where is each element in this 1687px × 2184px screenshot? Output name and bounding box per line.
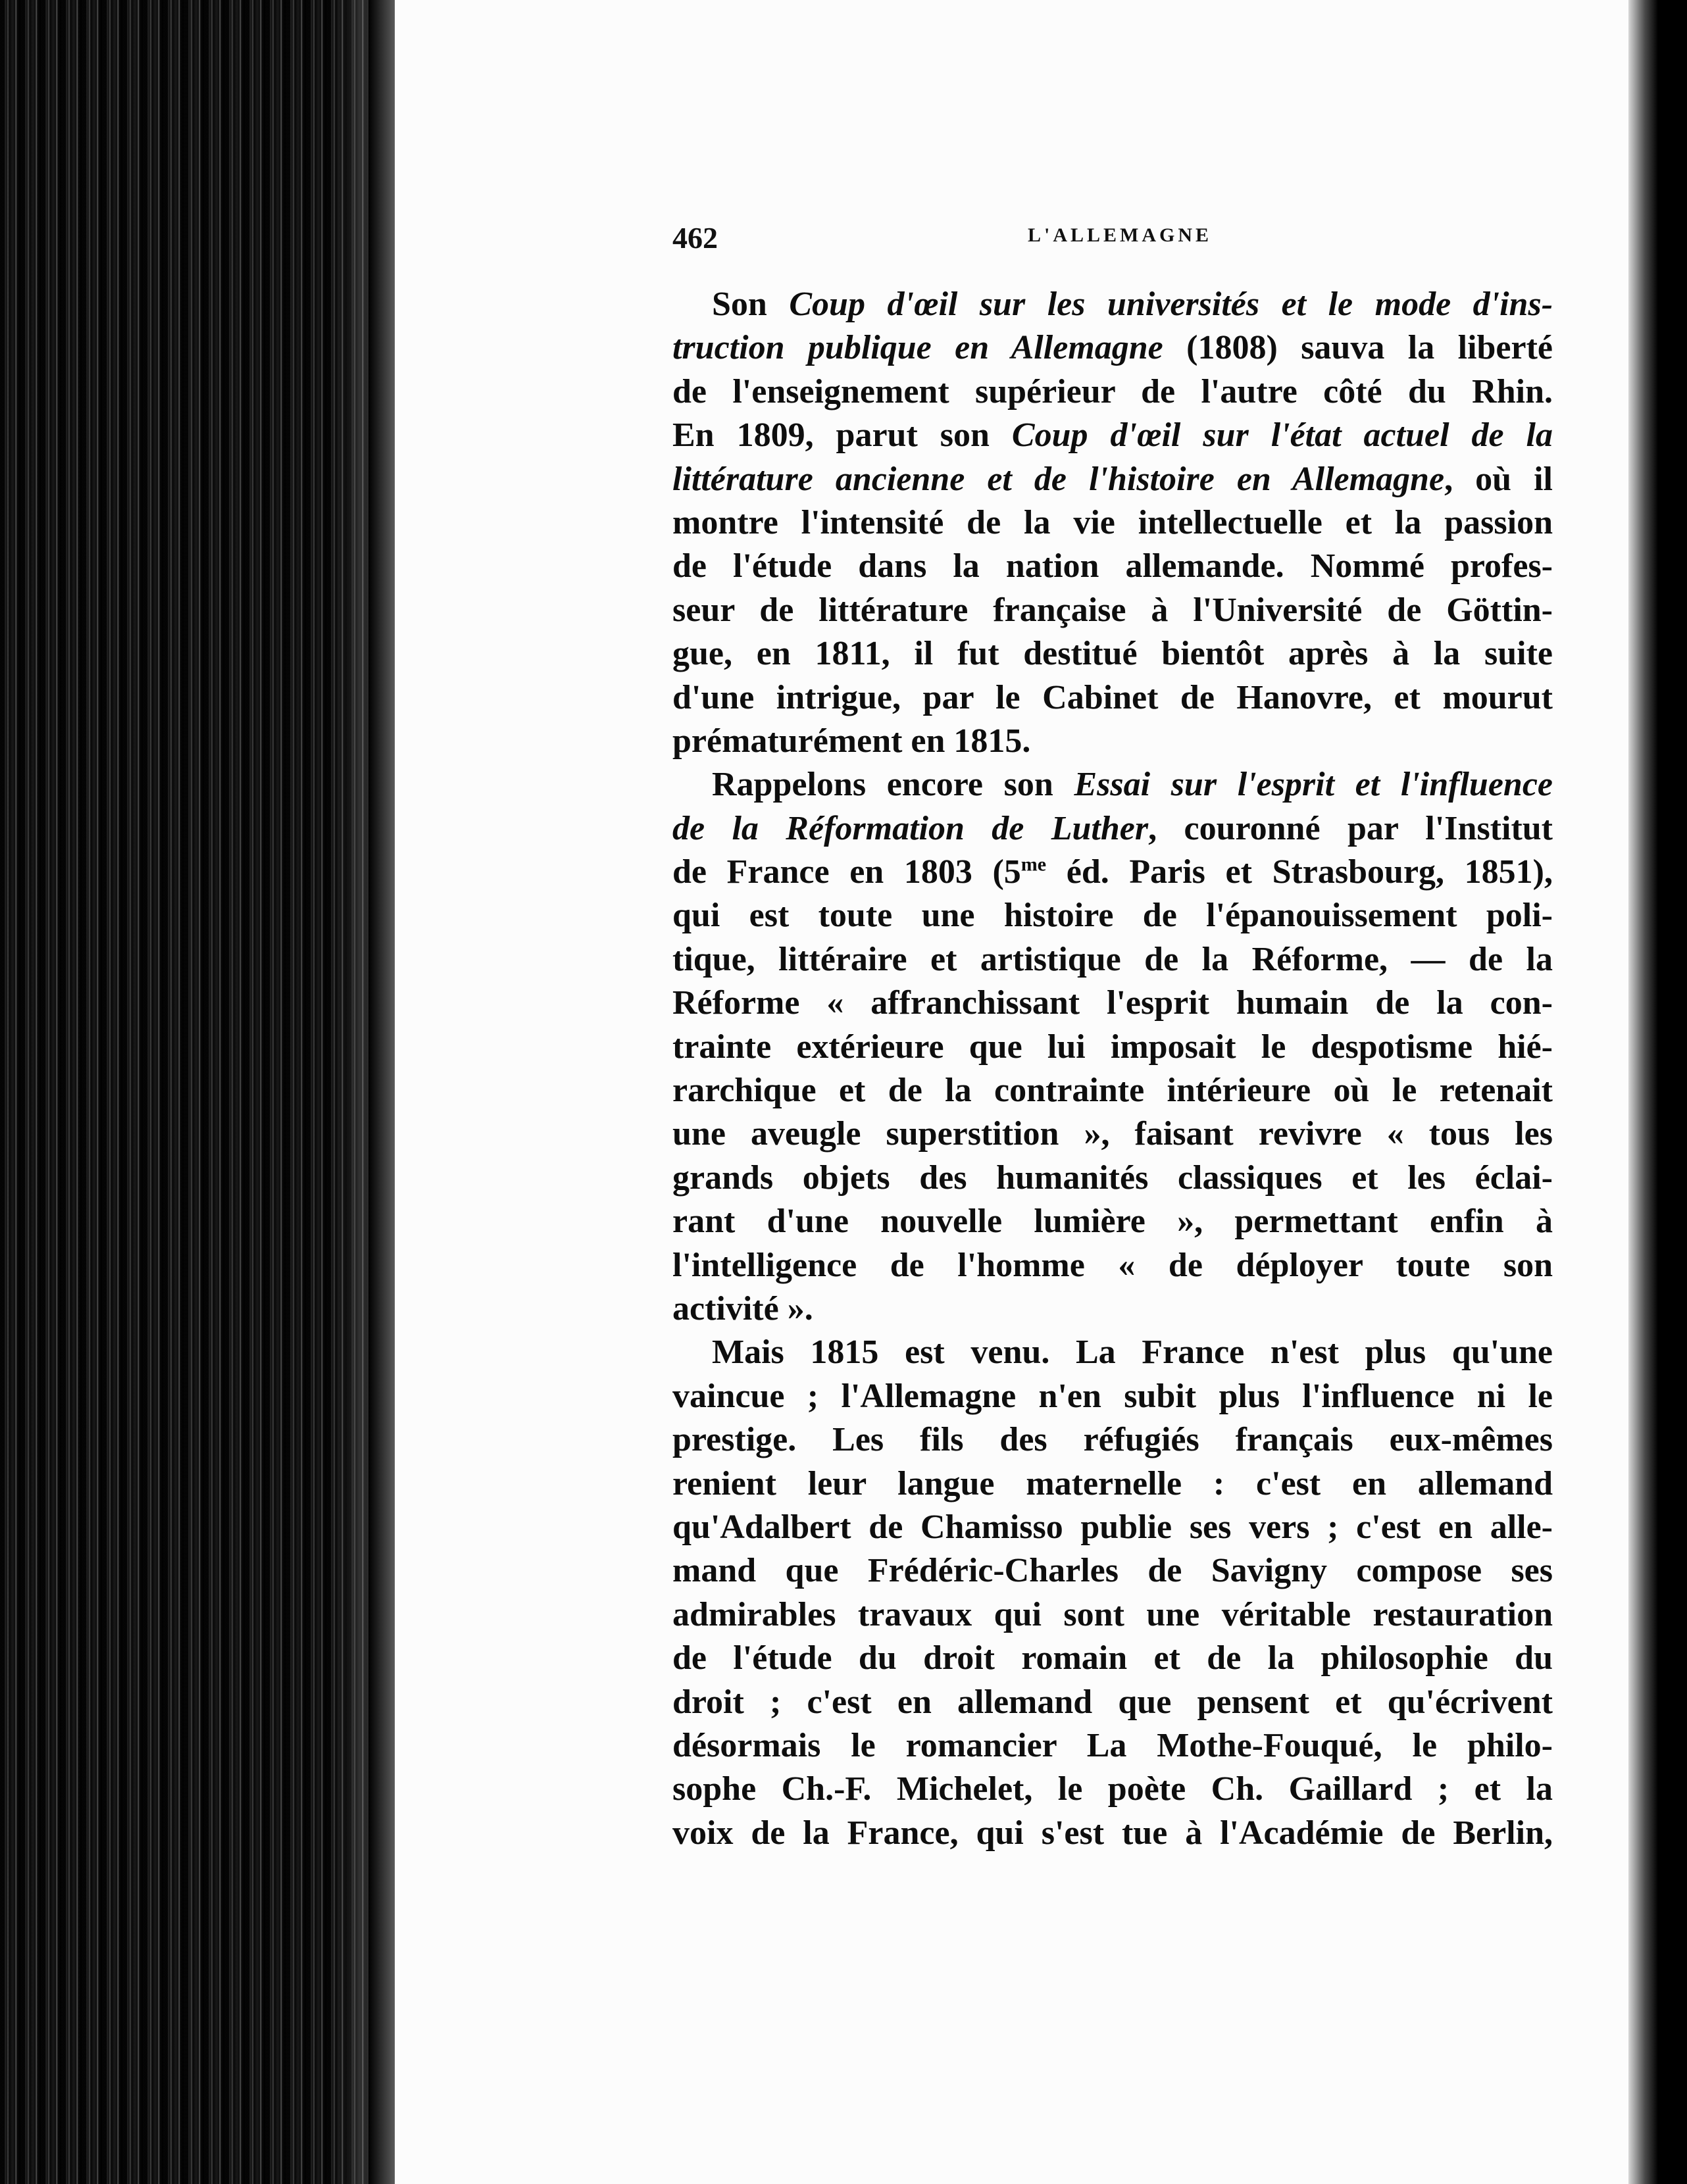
text-line: d'une intrigue, par le Cabinet de Hanovre, et mourut xyxy=(672,678,1553,716)
text-line: truction publique en Allemagne (1808) sauva la liberté xyxy=(672,329,1553,367)
text-line: de l'étude dans la nation allemande. Nommé profes- xyxy=(672,547,1553,585)
text-line: voix de la France, qui s'est tue à l'Académie de Berlin, xyxy=(672,1814,1553,1852)
text-line: de l'étude du droit romain et de la philosophie du xyxy=(672,1639,1553,1677)
page-number: 462 xyxy=(672,221,718,255)
text-line: de l'enseignement supérieur de l'autre côté du Rhin. xyxy=(672,372,1553,410)
text-line: rant d'une nouvelle lumière », permettant enfin à xyxy=(672,1203,1553,1241)
body-text xyxy=(672,283,1553,1855)
text-line: seur de littérature française à l'Université de Göttin- xyxy=(672,591,1553,629)
scan-right-edge xyxy=(1628,0,1687,2184)
book-page-edges xyxy=(0,0,395,2184)
text-line: renient leur langue maternelle : c'est en allemand xyxy=(672,1464,1553,1502)
text-line: prématurément en 1815. xyxy=(672,722,1031,760)
text-line: littérature ancienne et de l'histoire en Allemagne, où il xyxy=(672,460,1553,498)
text-line: Mais 1815 est venu. La France n'est plus qu'une xyxy=(712,1333,1553,1372)
running-title: L'ALLEMAGNE xyxy=(1028,224,1213,246)
text-line: vaincue ; l'Allemagne n'en subit plus l'influence ni le xyxy=(672,1377,1553,1415)
text-line: une aveugle superstition », faisant revivre « tous les xyxy=(672,1115,1553,1153)
text-line: mand que Frédéric-Charles de Savigny compose ses xyxy=(672,1552,1553,1590)
text-line: de France en 1803 ($5^{me}$ éd. Paris et Strasbourg, 1851), xyxy=(672,853,1553,891)
text-line: désormais le romancier La Mothe-Fouqué, le philo- xyxy=(672,1726,1553,1764)
text-line: grands objets des humanités classiques et les éclai- xyxy=(672,1158,1553,1197)
text-line: prestige. Les fils des réfugiés français eux-mêmes xyxy=(672,1421,1553,1459)
text-line: l'intelligence de l'homme « de déployer toute son xyxy=(672,1246,1553,1284)
text-line: gue, en 1811, il fut destitué bientôt après à la suite xyxy=(672,635,1553,673)
text-line: qui est toute une histoire de l'épanouissement poli- xyxy=(672,897,1553,935)
text-line: rarchique et de la contrainte intérieure où le retenait xyxy=(672,1072,1553,1110)
text-line: Son Coup d'œil sur les universités et le mode d'ins- xyxy=(712,285,1553,323)
text-line: qu'Adalbert de Chamisso publie ses vers ; c'est en alle- xyxy=(672,1508,1553,1546)
text-line: sophe Ch.-F. Michelet, le poète Ch. Gaillard ; et la xyxy=(672,1770,1553,1808)
text-line: En 1809, parut son Coup d'œil sur l'état actuel de la xyxy=(672,416,1553,455)
page-header xyxy=(672,220,1553,260)
text-line: de la Réformation de Luther, couronné par l'Institut xyxy=(672,809,1553,847)
text-line: Réforme « affranchissant l'esprit humain de la con- xyxy=(672,984,1553,1022)
text-line: montre l'intensité de la vie intellectuelle et la passion xyxy=(672,503,1553,541)
text-line: tique, littéraire et artistique de la Réforme, — de la xyxy=(672,940,1553,978)
text-line: admirables travaux qui sont une véritable restauration xyxy=(672,1595,1553,1633)
text-line: trainte extérieure que lui imposait le despotisme hié- xyxy=(672,1028,1553,1066)
text-line: droit ; c'est en allemand que pensent et qu'écrivent xyxy=(672,1683,1553,1721)
text-line: Rappelons encore son Essai sur l'esprit et l'influence xyxy=(712,766,1553,804)
text-line: activité ». xyxy=(672,1289,813,1328)
